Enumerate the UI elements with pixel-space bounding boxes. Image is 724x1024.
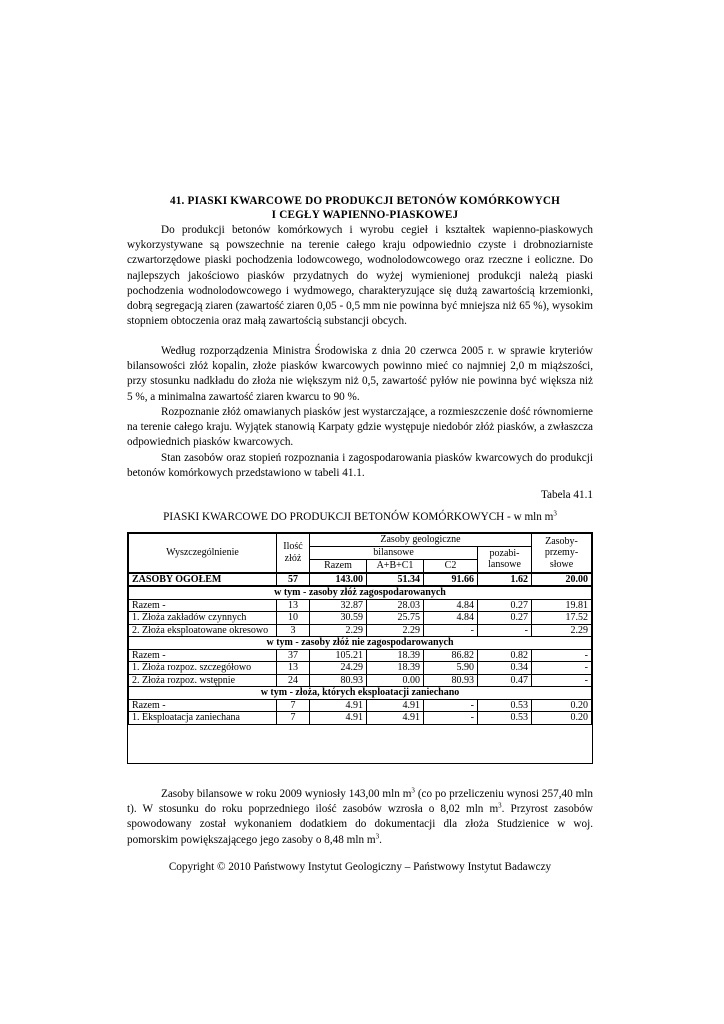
superscript: 3	[411, 786, 415, 795]
cell-industrial: -	[532, 662, 592, 675]
cell-label: 2. Złoża eksploatowane okresowo	[129, 624, 277, 637]
table-row	[129, 712, 592, 725]
cell-c2: -	[424, 699, 478, 712]
table-row	[129, 674, 592, 687]
cell-razem: 32.87	[310, 599, 367, 612]
cell-razem: 2.29	[310, 624, 367, 637]
resources-table-frame	[127, 532, 593, 764]
cell-industrial: 20.00	[532, 573, 592, 587]
cell-industrial: -	[532, 649, 592, 662]
cell-count: 13	[277, 599, 310, 612]
section-title: w tym - zasoby złóż zagospodarowanych	[129, 586, 592, 599]
cell-industrial: 17.52	[532, 612, 592, 625]
cell-razem: 24.29	[310, 662, 367, 675]
table-section-header	[129, 687, 592, 700]
cell-c2: 86.82	[424, 649, 478, 662]
cell-label: Razem -	[129, 599, 277, 612]
cell-c2: 80.93	[424, 674, 478, 687]
cell-offbalance: 0.27	[478, 599, 532, 612]
cell-industrial: 0.20	[532, 712, 592, 725]
cell-count: 37	[277, 649, 310, 662]
table-section-header	[129, 637, 592, 650]
table-row	[129, 662, 592, 675]
cell-industrial: -	[532, 674, 592, 687]
cell-offbalance: 0.53	[478, 699, 532, 712]
cell-abc: 4.91	[367, 712, 424, 725]
cell-c2: 5.90	[424, 662, 478, 675]
header-c2: C2	[424, 560, 478, 573]
cell-label: 1. Złoża zakładów czynnych	[129, 612, 277, 625]
cell-offbalance: 0.34	[478, 662, 532, 675]
summary-text-3: . Przyrost zasobów spowodowany został wykonaniem dodatkiem do dokumentacji dla złoża Studzienice w woj. pomorskim powiększającego jego zasoby o 8,48 mln m	[127, 803, 593, 846]
paragraph-criteria-text: Według rozporządzenia Ministra Środowiska z dnia 20 czerwca 2005 r. w sprawie kryteriów bilansowości złóż kopalin, złoże piasków kwarcowych powinno mieć co najmniej 2,0 m miąższości, przy stosunku nadkładu do złoża nie większym niż 0,5, zawartość pyłów nie powinna być większa niż 5 %, a minimalna zawartość ziaren kwarcu to 90 %.	[127, 345, 593, 403]
table-row	[129, 649, 592, 662]
header-count: Ilość złóż	[277, 534, 310, 573]
superscript: 3	[375, 831, 380, 840]
cell-offbalance: 0.47	[478, 674, 532, 687]
copyright-footer: Copyright © 2010 Państwowy Instytut Geologiczny – Państwowy Instytut Badawczy	[168, 861, 552, 873]
paragraph-criteria	[127, 344, 593, 405]
cell-abc: 18.39	[367, 662, 424, 675]
header-item: Wyszczególnienie	[129, 534, 277, 573]
cell-label: 2. Złoża rozpoz. wstępnie	[129, 674, 277, 687]
table-row	[129, 624, 592, 637]
summary-text-4: .	[379, 833, 382, 846]
header-geological: Zasoby geologiczne	[310, 534, 532, 547]
cell-offbalance: 1.62	[478, 573, 532, 587]
cell-abc: 51.34	[367, 573, 424, 587]
cell-abc: 28.03	[367, 599, 424, 612]
header-offbalance: pozabi-lansowe	[478, 547, 532, 573]
superscript: 3	[498, 801, 502, 810]
header-industrial: Zasoby-przemy-słowe	[532, 534, 592, 573]
cell-offbalance: 0.53	[478, 712, 532, 725]
paragraph-state-text: Stan zasobów oraz stopień rozpoznania i zagospodarowania piasków kwarcowych do produkcji betonów komórkowych przedstawiono w tabeli 41.1.	[127, 452, 593, 480]
cell-abc: 4.91	[367, 699, 424, 712]
cell-c2: 91.66	[424, 573, 478, 587]
cell-abc: 25.75	[367, 612, 424, 625]
cell-label: Razem -	[129, 649, 277, 662]
cell-c2: 4.84	[424, 599, 478, 612]
paragraph-summary	[127, 787, 593, 848]
paragraph-intro-text: Do produkcji betonów komórkowych i wyrobu cegieł i kształtek wapienno-piaskowych wykorzystywane są powszechnie na terenie całego kraju odpowiednio czyste i drobnoziarniste czwartorzędowe piaski pochodzenia lodowcowego, wodnolodowcowego oraz rzeczne i eoliczne. Do najlepszych jakościowo piasków przydatnych do wyżej wymienionej produkcji należą piaski pochodzenia wodnolodowcowego i wydmowego, charakteryzujące się dużą zawartością krzemionki, dobrą segregacją ziaren (zawartość ziaren 0,05 - 0,5 mm nie powinna być mniejsza niż 65 %), wysokim stopniem obtoczenia oraz małą zawartością substancji obcych.	[127, 224, 593, 328]
cell-count: 7	[277, 699, 310, 712]
cell-label: 1. Eksploatacja zaniechana	[129, 712, 277, 725]
cell-count: 3	[277, 624, 310, 637]
paragraph-intro	[127, 223, 593, 329]
paragraph-recognition-text: Rozpoznanie złóż omawianych piasków jest wystarczające, a rozmieszczenie dość równomierne na terenie całego kraju. Wyjątek stanowią Karpaty gdzie występuje niedobór złóż piasków, a zwłaszcza odpowiednich piasków kwarcowych.	[127, 406, 593, 449]
header-abc: A+B+C1	[367, 560, 424, 573]
cell-abc: 0.00	[367, 674, 424, 687]
cell-industrial: 0.20	[532, 699, 592, 712]
cell-label: Razem -	[129, 699, 277, 712]
cell-industrial: 2.29	[532, 624, 592, 637]
heading-line-2: I CEGŁY WAPIENNO-PIASKOWEJ	[271, 209, 459, 221]
summary-text-2: (co po przeliczeniu wynosi 257,40 mln t). W stosunku do roku poprzedniego ilość zasobów wzrosła o 8,02 mln m	[127, 788, 593, 816]
cell-count: 13	[277, 662, 310, 675]
cell-razem: 4.91	[310, 699, 367, 712]
paragraph-recognition	[127, 405, 593, 451]
cell-industrial: 19.81	[532, 599, 592, 612]
cell-abc: 18.39	[367, 649, 424, 662]
cell-count: 57	[277, 573, 310, 587]
cell-razem: 4.91	[310, 712, 367, 725]
table-row	[129, 599, 592, 612]
header-razem: Razem	[310, 560, 367, 573]
table-title-text: PIASKI KWARCOWE DO PRODUKCJI BETONÓW KOMÓRKOWYCH - w mln m	[163, 511, 554, 523]
cell-count: 24	[277, 674, 310, 687]
header-balance: bilansowe	[310, 547, 478, 560]
table-title	[127, 511, 593, 523]
cell-offbalance: -	[478, 624, 532, 637]
cell-count: 10	[277, 612, 310, 625]
heading-line-1: 41. PIASKI KWARCOWE DO PRODUKCJI BETONÓW KOMÓRKOWYCH	[169, 195, 561, 207]
cell-offbalance: 0.27	[478, 612, 532, 625]
section-title: w tym - złoża, których eksploatacji zaniechano	[129, 687, 592, 700]
section-title: w tym - zasoby złóż nie zagospodarowanych	[129, 637, 592, 650]
cell-c2: 4.84	[424, 612, 478, 625]
table-title-superscript: 3	[553, 509, 557, 518]
cell-razem: 30.59	[310, 612, 367, 625]
cell-razem: 80.93	[310, 674, 367, 687]
resources-table	[128, 533, 592, 725]
cell-razem: 105.21	[310, 649, 367, 662]
cell-c2: -	[424, 624, 478, 637]
cell-label: ZASOBY OGÓŁEM	[129, 573, 277, 587]
table-section-header	[129, 586, 592, 599]
cell-offbalance: 0.82	[478, 649, 532, 662]
cell-c2: -	[424, 712, 478, 725]
table-row	[129, 612, 592, 625]
table-row	[129, 699, 592, 712]
summary-text-1: Zasoby bilansowe w roku 2009 wyniosły 143,00 mln m	[161, 788, 412, 800]
table-label: Tabela 41.1	[540, 489, 593, 501]
paragraph-state	[127, 451, 593, 481]
cell-abc: 2.29	[367, 624, 424, 637]
table-row-total	[129, 573, 592, 587]
cell-count: 7	[277, 712, 310, 725]
cell-razem: 143.00	[310, 573, 367, 587]
cell-label: 1. Złoża rozpoz. szczegółowo	[129, 662, 277, 675]
section-heading	[130, 194, 600, 222]
